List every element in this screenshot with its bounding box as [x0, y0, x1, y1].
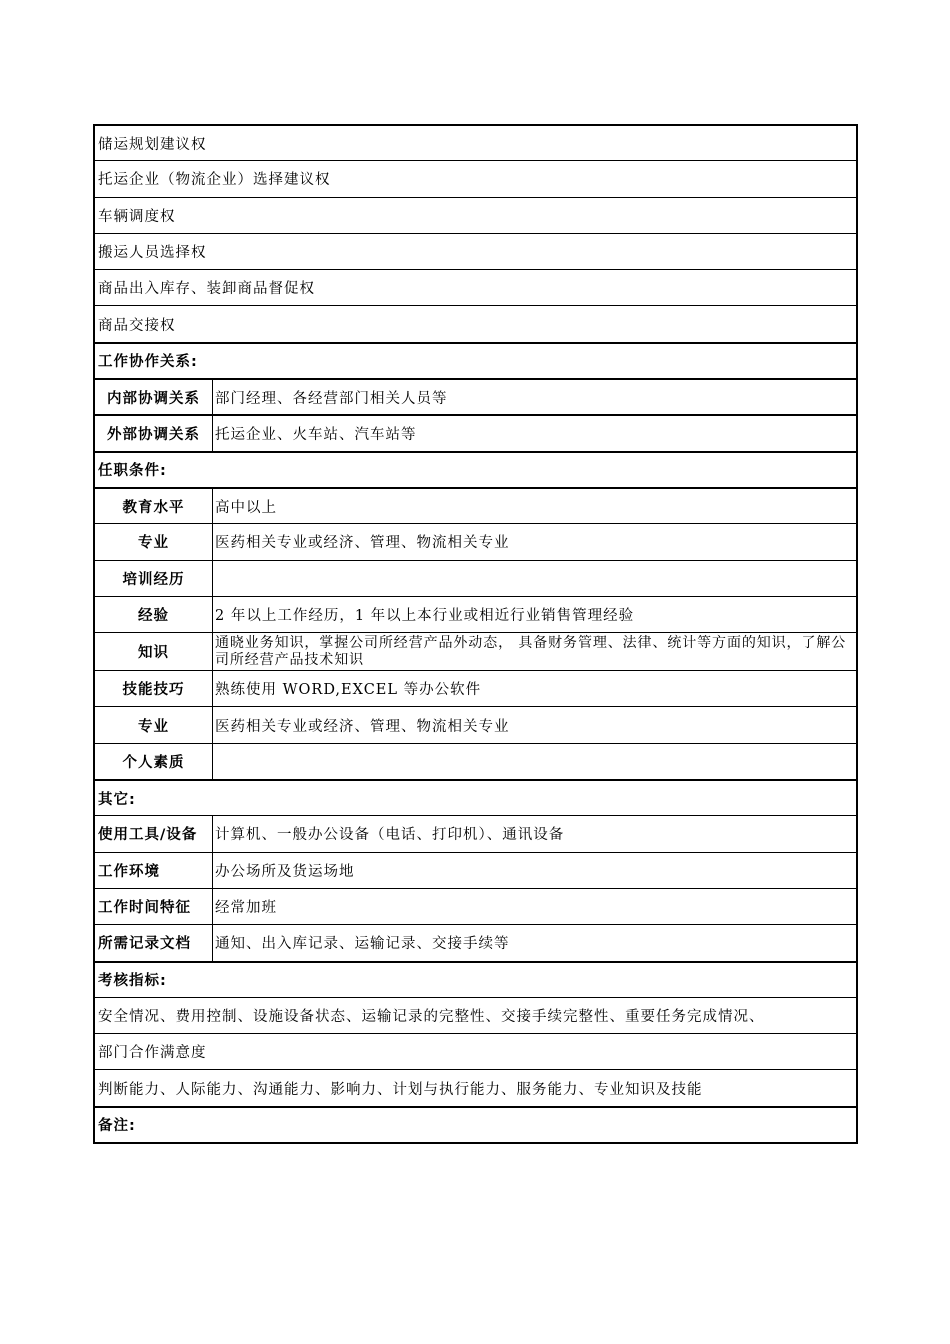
- authority-row: [95, 197, 856, 233]
- field-value: 办公场所及货运场地: [215, 863, 355, 880]
- personal-qualities-row: [95, 743, 856, 779]
- field-label: 培训经历: [95, 561, 213, 596]
- section-title: 考核指标:: [98, 973, 167, 990]
- field-label: 外部协调关系: [95, 416, 213, 450]
- field-value: 熟练使用 WORD,EXCEL 等办公软件: [215, 682, 482, 699]
- field-label: 技能技巧: [95, 671, 213, 706]
- records-row: [95, 924, 856, 960]
- field-label: 使用工具/设备: [95, 816, 213, 851]
- authority-item: 车辆调度权: [98, 208, 176, 225]
- field-label: 专业: [95, 707, 213, 742]
- assessment-section-header: [95, 961, 856, 997]
- field-value: 2 年以上工作经历，1 年以上本行业或相近行业销售管理经验: [215, 608, 635, 624]
- training-row: [95, 560, 856, 596]
- job-description-table: [93, 124, 858, 1144]
- field-value: 托运企业、火车站、汽车站等: [215, 427, 417, 444]
- experience-row: [95, 596, 856, 632]
- major-row: [95, 706, 856, 742]
- field-label: 工作时间特征: [95, 889, 213, 924]
- qualifications-section-header: [95, 451, 856, 487]
- skills-row: [95, 670, 856, 706]
- cooperation-section-header: [95, 342, 856, 378]
- field-value: 医药相关专业或经济、管理、物流相关专业: [215, 718, 510, 735]
- environment-row: [95, 852, 856, 888]
- field-label: 知识: [95, 633, 213, 670]
- assessment-item: 判断能力、人际能力、沟通能力、影响力、计划与执行能力、服务能力、专业知识及技能: [98, 1081, 703, 1098]
- field-value: [213, 561, 856, 596]
- other-section-header: [95, 779, 856, 815]
- field-value: 计算机、一般办公设备（电话、打印机）、通讯设备: [215, 827, 565, 844]
- field-value: 高中以上: [215, 499, 277, 516]
- assessment-item: 安全情况、费用控制、设施设备状态、运输记录的完整性、交接手续完整性、重要任务完成情况、: [98, 1008, 765, 1025]
- authority-item: 托运企业（物流企业）选择建议权: [98, 172, 331, 189]
- authority-row: [95, 233, 856, 269]
- field-value: 部门经理、各经营部门相关人员等: [215, 390, 448, 407]
- assessment-item: 部门合作满意度: [98, 1045, 207, 1062]
- field-value: [213, 744, 856, 779]
- assessment-row: [95, 1033, 856, 1069]
- section-title: 工作协作关系:: [98, 354, 198, 371]
- tools-row: [95, 815, 856, 851]
- authority-row: [95, 124, 856, 160]
- section-title: 备注:: [98, 1118, 136, 1135]
- field-value: 医药相关专业或经济、管理、物流相关专业: [215, 535, 510, 552]
- authority-item: 商品出入库存、装卸商品督促权: [98, 281, 315, 298]
- major-row: [95, 523, 856, 559]
- field-label: 内部协调关系: [95, 380, 213, 414]
- field-value: 通知、出入库记录、运输记录、交接手续等: [215, 936, 510, 953]
- field-label: 个人素质: [95, 744, 213, 779]
- knowledge-row: [95, 632, 856, 670]
- assessment-row: [95, 997, 856, 1033]
- internal-coordination-row: [95, 378, 856, 414]
- field-label: 专业: [95, 524, 213, 559]
- field-label: 工作环境: [95, 853, 213, 888]
- field-value: 通晓业务知识，掌握公司所经营产品外动态， 具备财务管理、法律、统计等方面的知识，了解公司所经营产品技术知识: [215, 634, 847, 668]
- authority-item: 商品交接权: [98, 317, 176, 334]
- authority-item: 储运规划建议权: [98, 136, 207, 153]
- section-title: 其它:: [98, 791, 136, 808]
- authority-row: [95, 160, 856, 196]
- field-value: 经常加班: [215, 900, 277, 917]
- remarks-section-header: [95, 1106, 856, 1142]
- section-title: 任职条件:: [98, 463, 167, 480]
- field-label: 所需记录文档: [95, 925, 213, 960]
- schedule-row: [95, 888, 856, 924]
- field-label: 教育水平: [95, 489, 213, 523]
- authority-item: 搬运人员选择权: [98, 245, 207, 262]
- authority-row: [95, 269, 856, 305]
- field-label: 经验: [95, 597, 213, 632]
- assessment-row: [95, 1069, 856, 1105]
- authority-row: [95, 305, 856, 341]
- external-coordination-row: [95, 414, 856, 450]
- education-row: [95, 487, 856, 523]
